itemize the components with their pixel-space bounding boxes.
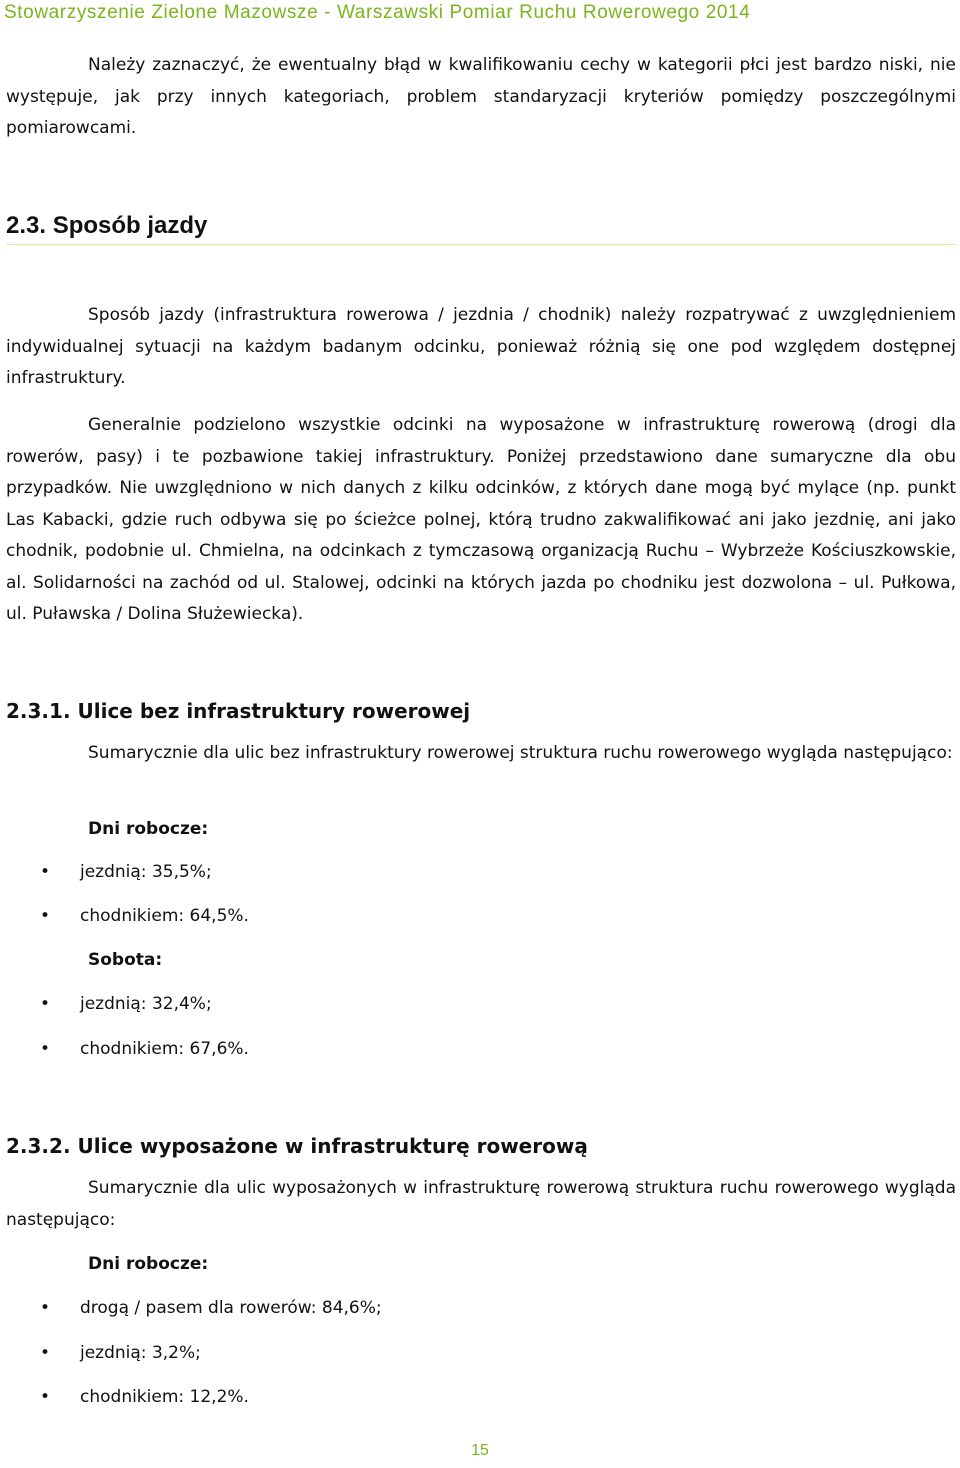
bullet-icon: • [40, 1343, 51, 1363]
bullet-icon: • [40, 906, 51, 926]
header-title: Stowarzyszenie Zielone Mazowsze - Warszawski Pomiar Ruchu Rowerowego 2014 [4, 2, 751, 23]
section-2-3-paragraph-1-text: Sposób jazdy (infrastruktura rowerowa / jezdnia / chodnik) należy rozpatrywać z uwzględnieniem indywidualnej sytuacji na każdym badanym odcinku, ponieważ różnią się one pod względem dostępnej infrastruktury. [6, 305, 956, 388]
bullet-icon: • [40, 994, 51, 1014]
workdays-label: Dni robocze: [88, 1254, 209, 1274]
section-2-3-2-paragraph-text: Sumarycznie dla ulic wyposażonych w infrastrukturę rowerową struktura ruchu rowerowego wygląda następująco: [6, 1178, 956, 1230]
workdays-label: Dni robocze: [88, 819, 209, 839]
section-heading-2-3: 2.3. Sposób jazdy [6, 208, 956, 245]
section-heading-2-3-1: 2.3.1. Ulice bez infrastruktury rowerowej [6, 699, 471, 723]
section-2-3-2-paragraph [6, 1173, 956, 1236]
intro-paragraph [6, 50, 956, 145]
section-2-3-1-paragraph [6, 738, 956, 770]
page-number: 15 [471, 1442, 489, 1459]
bullet-icon: • [40, 1298, 51, 1318]
document-header [0, 0, 960, 26]
bullet-icon: • [40, 862, 51, 882]
bullet-icon: • [40, 1387, 51, 1407]
list-item-text: chodnikiem: 64,5%. [80, 906, 249, 926]
list-item-text: jezdnią: 3,2%; [80, 1343, 201, 1363]
section-heading-2-3-2: 2.3.2. Ulice wyposażone w infrastrukturę rowerową [6, 1134, 588, 1158]
section-2-3-1-paragraph-text: Sumarycznie dla ulic bez infrastruktury rowerowej struktura ruchu rowerowego wygląda następująco: [88, 743, 953, 763]
saturday-label: Sobota: [88, 950, 163, 970]
section-2-3-paragraph-1 [6, 300, 956, 395]
list-item-text: drogą / pasem dla rowerów: 84,6%; [80, 1298, 382, 1318]
intro-paragraph-text: Należy zaznaczyć, że ewentualny błąd w kwalifikowaniu cechy w kategorii płci jest bardzo niski, nie występuje, jak przy innych kategoriach, problem standaryzacji kryteriów pomiędzy poszczególnymi pomiarowcami. [6, 55, 956, 138]
bullet-icon: • [40, 1039, 51, 1059]
list-item-text: jezdnią: 35,5%; [80, 862, 212, 882]
section-2-3-paragraph-2 [6, 410, 956, 631]
section-2-3-paragraph-2-text: Generalnie podzielono wszystkie odcinki na wyposażone w infrastrukturę rowerową (drogi dla rowerów, pasy) i te pozbawione takiej infrastruktury. Poniżej przedstawiono dane sumaryczne dla obu przypadków. Nie uwzględniono w nich danych z kilku odcinków, z których dane mogą być mylące (np. punkt Las Kabacki, gdzie ruch odbywa się po ścieżce polnej, którą trudno zakwalifikować ani jako jezdnię, ani jako chodnik, podobnie ul. Chmielna, na odcinkach z tymczasową organizacją Ruchu – Wybrzeże Kościuszkowskie, al. Solidarności na zachód od ul. Stalowej, odcinki na których jazda po chodniku jest dozwolona – ul. Pułkowa, ul. Puławska / Dolina Służewiecka). [6, 415, 956, 624]
list-item-text: chodnikiem: 12,2%. [80, 1387, 249, 1407]
list-item-text: chodnikiem: 67,6%. [80, 1039, 249, 1059]
list-item-text: jezdnią: 32,4%; [80, 994, 212, 1014]
